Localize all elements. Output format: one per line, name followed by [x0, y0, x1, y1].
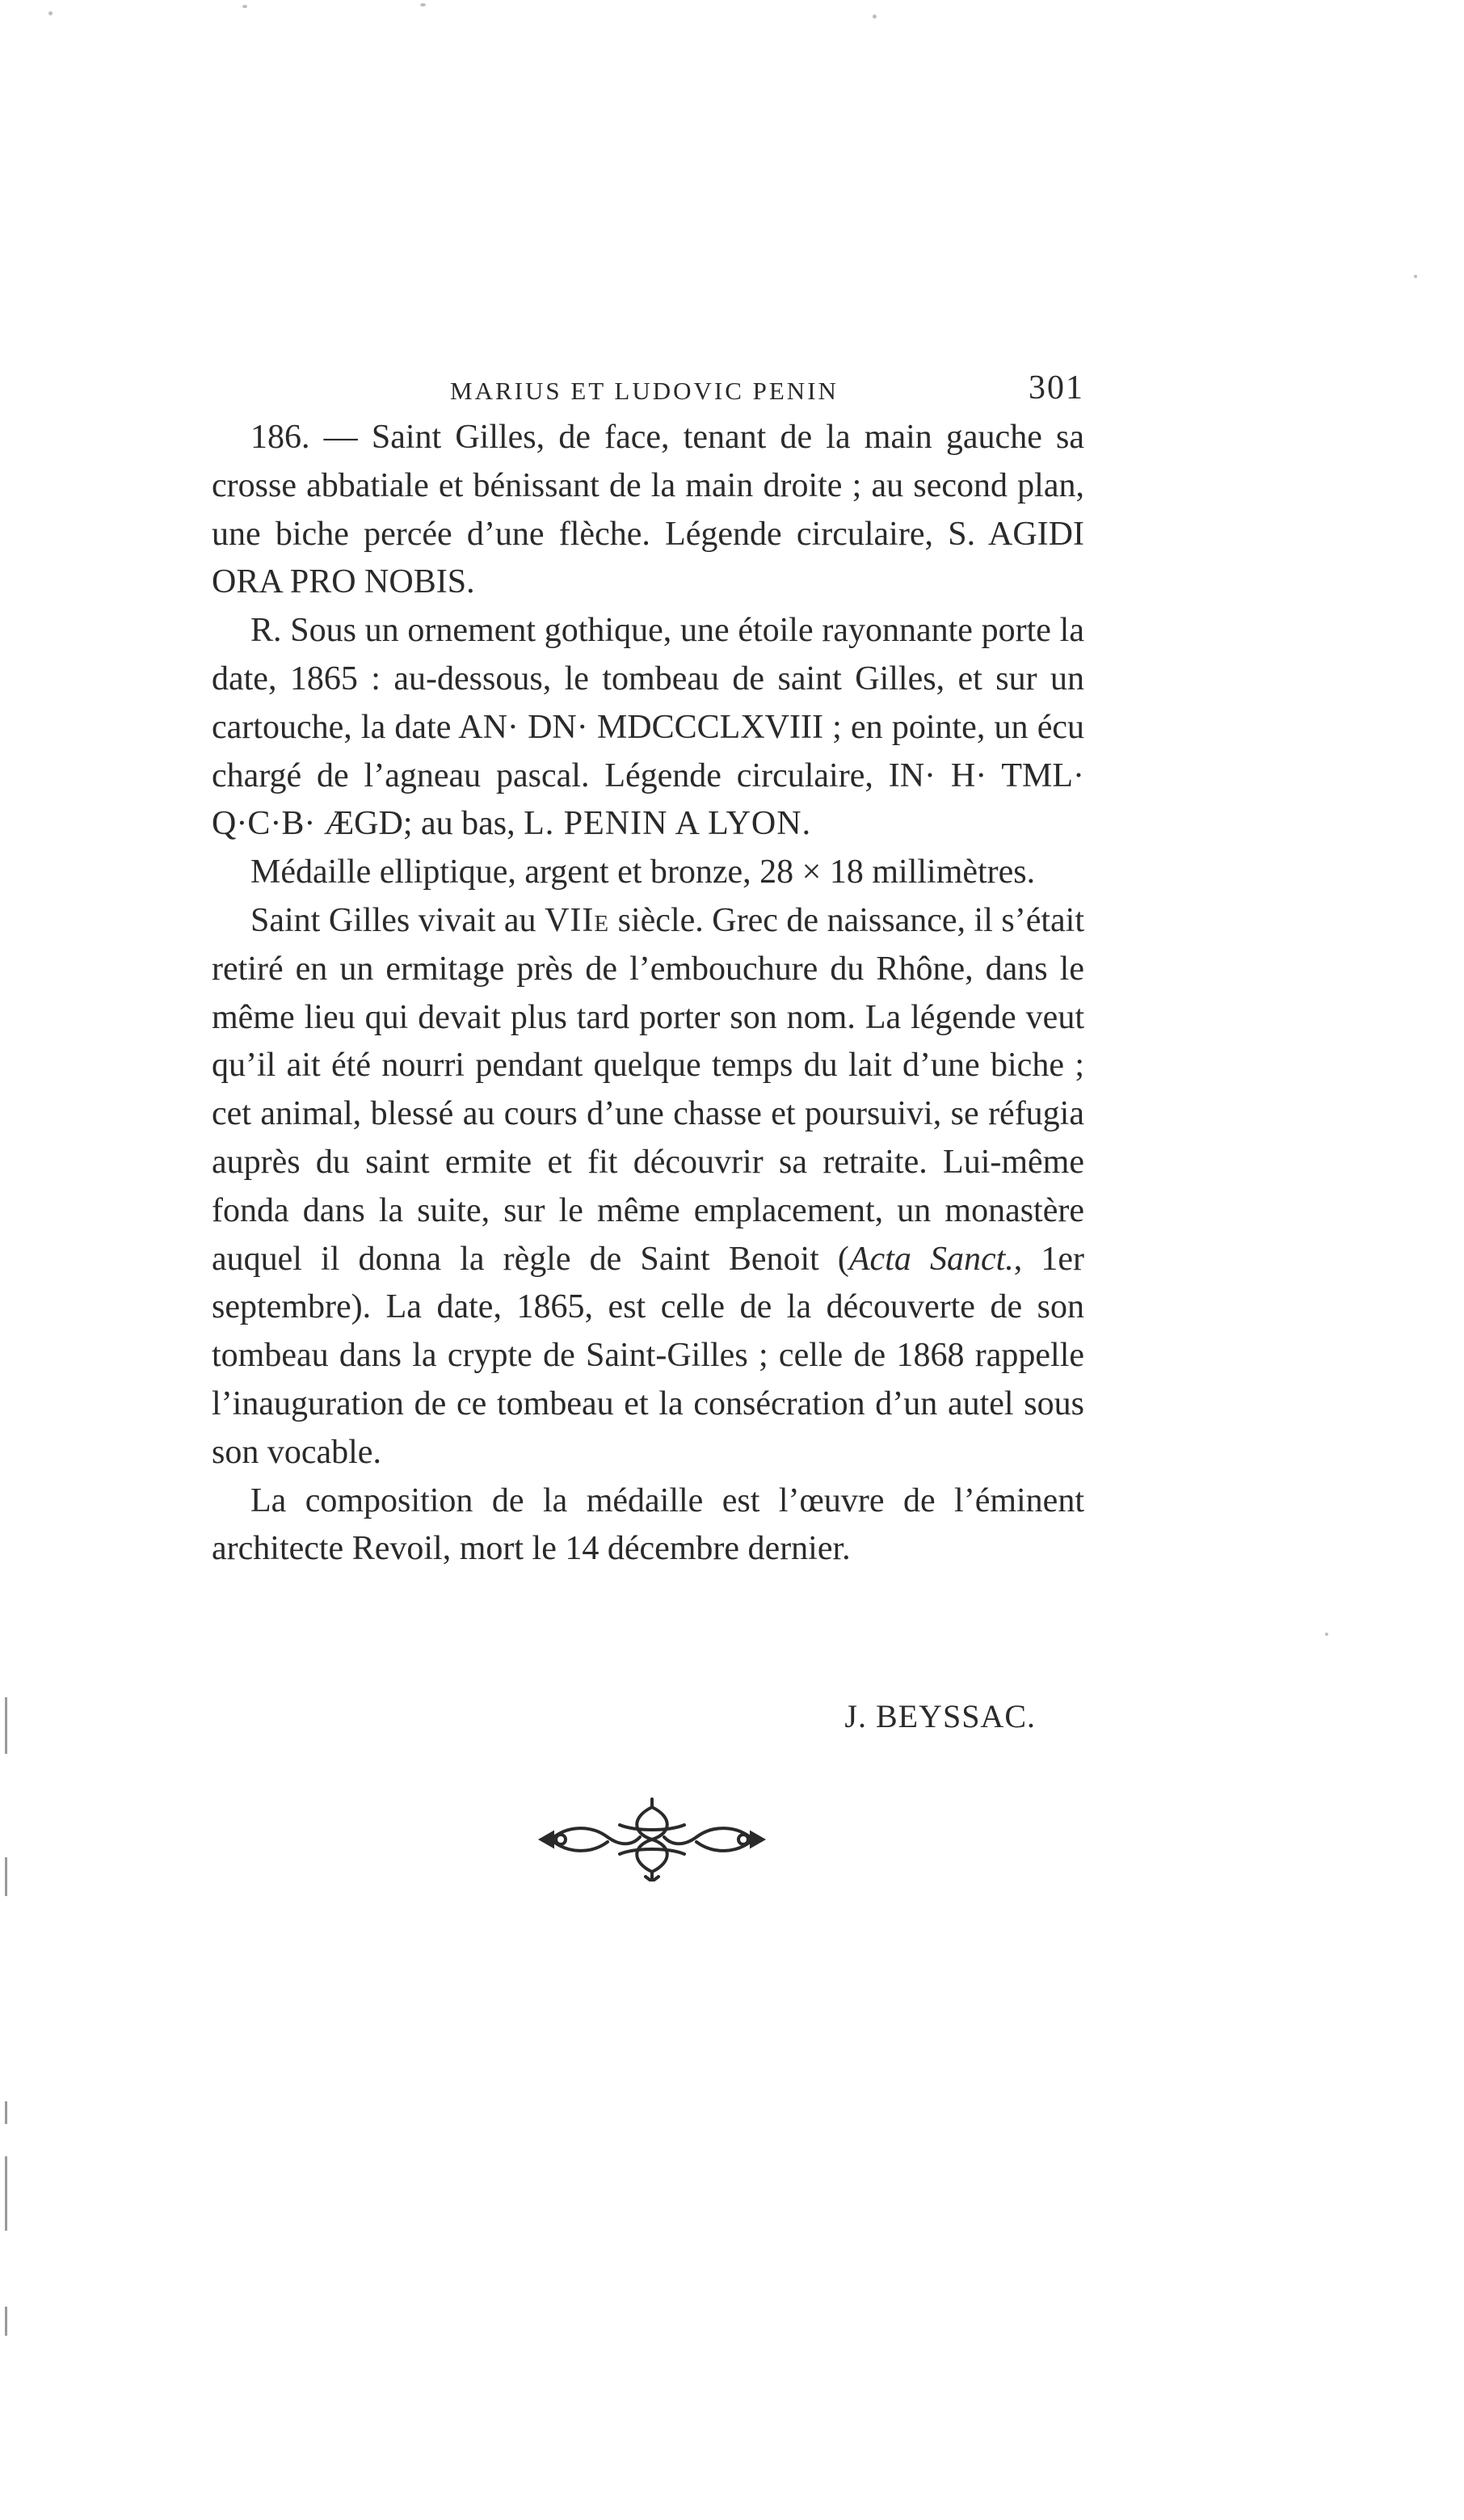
scan-margin-mark	[5, 1697, 7, 1754]
scan-margin-mark	[5, 1857, 7, 1896]
paragraph-dimensions: Médaille elliptique, argent et bronze, 28 × 18 millimètres.	[250, 853, 1036, 891]
scan-margin-mark	[5, 2156, 7, 2231]
history-text-start: Saint Gilles vivait au	[250, 901, 536, 939]
scan-margin-mark	[5, 2101, 7, 2124]
running-head: MARIUS ET LUDOVIC PENIN	[450, 377, 839, 405]
author-signature: J. BEYSSAC.	[844, 1698, 1036, 1734]
scan-speck	[48, 11, 53, 15]
scan-speck	[1325, 1633, 1328, 1636]
reverse-description: R. Sous un ornement gothique, une étoile rayonnante porte la date, 1865 : au-dessous, le tombeau de saint Gilles, et sur un cartouche, la date AN· DN· MDCCCLXVIII ; en pointe, un écu chargé de l’agneau pascal. Légende circulaire, IN· H· TML· Q·C·B· ÆGD; au bas,	[212, 612, 1084, 843]
paragraph-reverse	[212, 607, 1084, 849]
history-text-middle: siècle. Grec de naissance, il s’était retiré en un ermitage près de l’embouchure du Rhône, dans le même lieu qui devait plus tard porter son nom. La légende veut qu’il ait été nourri pendant quelque temps du lait d’une biche ; cet animal, blessé au cours d’une chasse et poursuivi, se réfugia auprès du saint ermite et fit découvrir sa retraite. Lui-même fonda dans la suite, sur le même emplacement, un monastère auquel il donna la règle de Saint Benoit (	[212, 901, 1085, 1278]
scan-speck	[242, 5, 247, 8]
history-text-end: , 1er septembre). La date, 1865, est celle de la découverte de son tombeau dans la crypte de Saint-Gilles ; celle de 1868 rappelle l’inauguration de ce tombeau et la consécration d’un autel sous son vocable.	[212, 1240, 1084, 1471]
scan-speck	[873, 15, 877, 19]
scan-speck	[1414, 275, 1417, 278]
main-text	[212, 414, 1084, 1574]
fleuron-ornament-icon	[535, 1793, 769, 1882]
scan-margin-mark	[5, 2307, 7, 2336]
citation: Acta Sanct.	[848, 1240, 1014, 1278]
paragraph-item-186: 186. — Saint Gilles, de face, tenant de la main gauche sa crosse abbatiale et bénissant de la main droite ; au second plan, une biche percée d’une flèche. Légende circulaire, S. AGIDI ORA PRO NOBIS.	[212, 419, 1084, 601]
century: VIIe	[545, 901, 610, 939]
scan-speck	[420, 3, 426, 6]
paragraph-composition: La composition de la médaille est l’œuvre de l’éminent architecte Revoil, mort le 14 décembre dernier.	[212, 1481, 1084, 1568]
page-header	[212, 365, 1084, 414]
engraver-signature: L. PENIN A LYON.	[524, 805, 812, 843]
page-number: 301	[1029, 369, 1084, 407]
paragraph-history	[212, 897, 1084, 1477]
